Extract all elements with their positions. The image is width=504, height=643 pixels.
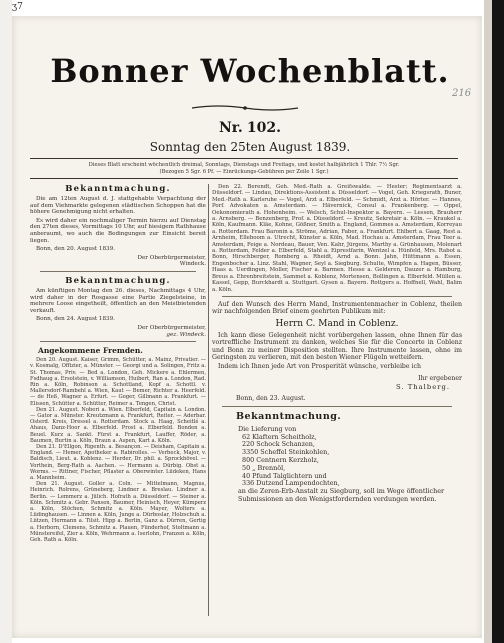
- issue-prefix: Nr.: [218, 120, 243, 136]
- supply-item: 40 Pfund Talglichtern und: [242, 471, 327, 480]
- letter-body: Ich kann diese Gelegenheit nicht vorübergehen lassen, ohne Ihnen für das vortreffliche Instrument zu danken, welches Sie für die Concerte in Coblenz und Bonn zu meiner Disposition stellten. Ihre Instrumente lassen, ohne im Geringsten zu verlieren, mit den besten Wiener Flügeln wetteifern.: [212, 331, 462, 361]
- supply-item: 800 Centnern Kerzholz,: [242, 455, 319, 464]
- supply-item: 62 Klaftern Scheitholz,: [242, 432, 317, 441]
- scan-left-margin: [0, 0, 12, 643]
- mand-intro: Auf den Wunsch des Herrn Mand, Instrumentenmacher in Coblenz, theilen wir nachfolgenden Brief einem geehrten Publikum mit:: [212, 300, 462, 316]
- bek1-sign-title: Der Oberbürgermeister,: [137, 254, 206, 261]
- notice-line-2: (Bezogen 5 Sgr. 6 Pf. — Einrückungs-Gebühren per Zeile 1 Sgr.): [159, 169, 329, 175]
- scan-right-shadow: [492, 0, 504, 643]
- left-column: [30, 184, 206, 614]
- bek1-para-2: Es wird daher ein nochmaliger Termin hierzu auf Dienstag den 27ten dieses, Vormittags 10 Uhr, auf hiesigem Rathhause anberaumt, wo auch die Bedingungen zur Einsicht bereit liegen.: [30, 217, 206, 244]
- letter-sign-prefix: Ihr ergebener: [418, 374, 462, 382]
- letter-date: Bonn, den 23. August.: [236, 394, 306, 402]
- bek3-intro: Die Lieferung von: [238, 424, 297, 433]
- separator-1: [40, 271, 196, 272]
- bek2-sign-title: Der Oberbürgermeister,: [137, 324, 206, 331]
- bek2-para-1: Am künftigen Montag den 26. dieses, Nachmittags 4 Uhr, wird daher in der Rosgasse eine Partie Ziegelsteine, in mehrere Loose eingetheilt, öffentlich an den Meistbietenden verkauft.: [30, 287, 206, 314]
- right-column: [212, 184, 462, 624]
- notice-line-1: Dieses Blatt erscheint wöchentlich dreimal, Sonntags, Dienstags und Freitags, und kostet halbjährlich 1 Thlr. 7½ Sgr.: [88, 162, 400, 168]
- column-divider: [208, 184, 209, 616]
- bek2-sign-name: gez. Windeck.: [166, 331, 206, 338]
- letter-sign-name: S. Thalberg.: [395, 382, 450, 391]
- bek1-para-1: Die am 12ten August d. J. stattgehabte Verpachtung der auf dem Viehmarkte gelegenen städtischen Schoppen hat die höhere Genehmigung nicht erhalten.: [30, 196, 206, 216]
- bek2-date: Bonn, den 24. August 1839.: [36, 316, 115, 323]
- bek1-heading: Bekanntmachung.: [65, 184, 171, 194]
- separator-4: [222, 406, 452, 407]
- bek3-heading: Bekanntmachung.: [236, 410, 342, 422]
- issue-dateline: Sonntag den 25ten August 1839.: [149, 140, 351, 154]
- fremden-para-3: Den 21. D'Ellgon, Rigenth. a. Besançon. — Deisham, Capitain a. England. — Hemer, Apotheker a. Rabirolles. — Verbeck, Major, v. Baldisch, Lieut. a. Koblenz. — Herder, Dr. phil. a. Sprockhövel. — Vorthein, Berg-Rath a. Aachen. — Hermann a. Dürbig. Obst a. Worms. — Rittner, Fischer, Pflaster a. Oberwinter. Lüdeken, Hans a. Mannheim.: [30, 443, 206, 481]
- corner-mark: ʒ7: [12, 2, 23, 12]
- masthead-title: Bonner Wochenblatt.: [50, 52, 450, 90]
- supply-item: 50 „ Brennöl,: [242, 463, 286, 472]
- bek1-sign-name: Windeck.: [179, 261, 206, 268]
- issue-number: [30, 120, 470, 136]
- ornament-divider: [190, 104, 300, 112]
- fremden-para-2: Den 21. August. Noberi a. Wien. Elberfeld, Capitain a. London. — Gator a. Münster. Kreutzmann a. Frankfurt, Reiter. — Aderbar. Osterd. Kreis, Dressel a. Rotterdam. Stock a. Haag, Scheitlé a. Ahaus, Danz-Hoor a. Elberfeld. Prost a. Elberfeld. Bonden a. Beuel. Kurz a. Sankt. Fürst a. Frankfurt, Lauffer, Röder, a. Baumen, Burtin a. Köln, Braun a. Aspen, Kart a. Köln.: [30, 406, 206, 444]
- letter-body-2: Indem ich Ihnen jede Art von Prosperität wünsche, verbleibe ich: [218, 363, 421, 371]
- fremden-continued: Den 22. Berendt, Geh. Med.-Rath a. Greifswalde. — Hester; Regimentsarzt a. Düsseldorf. — Lindau, Direktions-Assistent a. Düsseldorf. — Vogel, Geh. Kriegsrath, Buner, Med.-Rath a. Karlsruhe — Vogel, Arzt a. Elberfeld. — Schmidt, Arzt a. Hörter. — Hannes, Porf. Advokaten a. Amsterdam. — Hävernick, Consul a. Frankenberg. — Oppel, Oekonomierath a. Hohenheim. — Welsch, Schul-Inspektor a. Bayern. — Lessen, Brauherr a. Arnsberg. — Benzenberg, Prof. a. Düsseldorf. — Kreutz, Sekretair a. Köln. — Kraukel a. Köln, Kaufmann. Kläe, Kohne, Gößner, Smith a. England, Gommes a. Amsterdam, Korreyau a. Rotterdam. Frau Baronin a. Ströme, Adrian, Faber, a. Frankfurt. Ehlbert a. Gaag, Rest a. Arnheim, Elleboom a. Utrecht, Künster a. Köln, Mad. Hochau a. Amsterdam, Frau Teer a. Amsterdam, Feige a. Nordeau, Bauer, Ven. Kahr, Jürgens, Marthy a. Grünhausen, Molenart a. Rotterdam, Felder a. Elberfeld, Stahl a. Eiprestfarin, Wentzel a. Hünfeld, Mrs. Rabot a. Bonn, Hirschberger, Romberg a. Rheidt, Arnd a. Bonn. Jahn, Hüttmann a. Essen, Engenbocher a. Linz. Stahl, Wagner, Seyl a. Siegburg. Schulte, Wimpfen a. Hagen, Büsser, Haas a. Uerdingen, Moller, Fischer a. Barmen. Hesse a. Gelderen, Dauzer a. Hamburg, Breus a. Ehrenbreitstein, Sammet a. Koblenz, Mortensen, Bollingen a. Elberfeld. Müllen a. Kassel, Gepp, Burckhardt a. Stuttgart. Gysen a. Bayern. Rottgers a. Hoffnell, Wahl, Balim a. Köln.: [212, 184, 462, 293]
- fremden-para-1: Den 20. August. Kaiser, Grimm, Schütter, a. Mainz, Privatier. — v. Kosmalg, Offizier, a. Münster. — Georgi und a. Solingen, Fritz a. St. Thomas, Priv. — Bed a. London, Geh. Mickere a. Ehlermen, Fsdhaug a. Ersolstein, v. Williamson, Huibert, Ran a. London, Rad. Rin a. Köln, Robinson a. Schottland, Kopf a. Schottl. v. Mallersdorf-Rambehl a. Wien, Kaut — Bemer, Richter a. Heerfeld. — de Heß, Wagner a. Erfurt. — Goger, Gillmann a. Frankfurt. — Elissen, Schütter a. Schütter, Reimer a. Tengen, Christ.: [30, 357, 206, 407]
- fremden-heading: Angekommene Fremden.: [38, 346, 143, 356]
- subscription-notice: [30, 162, 458, 176]
- letter-greeting: Herrn C. Mand in Coblenz.: [275, 318, 399, 329]
- separator-3: [222, 296, 452, 297]
- pencil-page-number: 216: [452, 88, 472, 99]
- bek3-closing: an die Zeren-Erb-Anstalt zu Siegburg, soll im Wege öffentlicher Submissionen an den Wenigstfordernden verdungen werden.: [238, 487, 445, 503]
- supply-item: 336 Dutzend Lampendochten,: [242, 479, 340, 488]
- rule-below-notice: [30, 178, 458, 179]
- rule-top: [30, 158, 458, 159]
- issue-value: 102.: [246, 120, 281, 136]
- separator-2: [40, 341, 196, 342]
- bek2-heading: Bekanntmachung.: [65, 275, 171, 286]
- supply-item: 3350 Scheffel Steinkohlen,: [242, 448, 330, 457]
- fremden-para-4: Den 21. August. Goller a. Coln. — Mittelmann, Magnus, Heinrich. Rolrens, Grüneberg, Lindner a. Breslau. Lindner a. Berlin. — Lemmerz a. Jülich. Hofrath a. Düsseldorf. — Steiner a. Köln. Schmitz a. Gebr. Pansen, Baumer, Heinisch, Heyer, Kümperz a. Köln, Stöchen, Schmitz a. Köln. Mayer, Wolters a. Lüdinghausen. — Linnen a. Köln, Junge a. Dürboslar, Holzschuh a. Lützen, Hermann a. Tilsit. Hipp a. Berlin, Ganz a. Dürren, Gertig a. Herborn, Clemens, Schmitz a. Plauen, Fünderhof, Stoltmann a. Münstereifel, Zier a. Köln, Wehrmann a. Iserlohn, Franzen a. Köln, Geh. Rath a. Köln.: [30, 481, 206, 543]
- bek1-date: Bonn, den 20. August 1839.: [36, 246, 115, 253]
- supply-item: 220 Schock Schanzen,: [242, 440, 315, 449]
